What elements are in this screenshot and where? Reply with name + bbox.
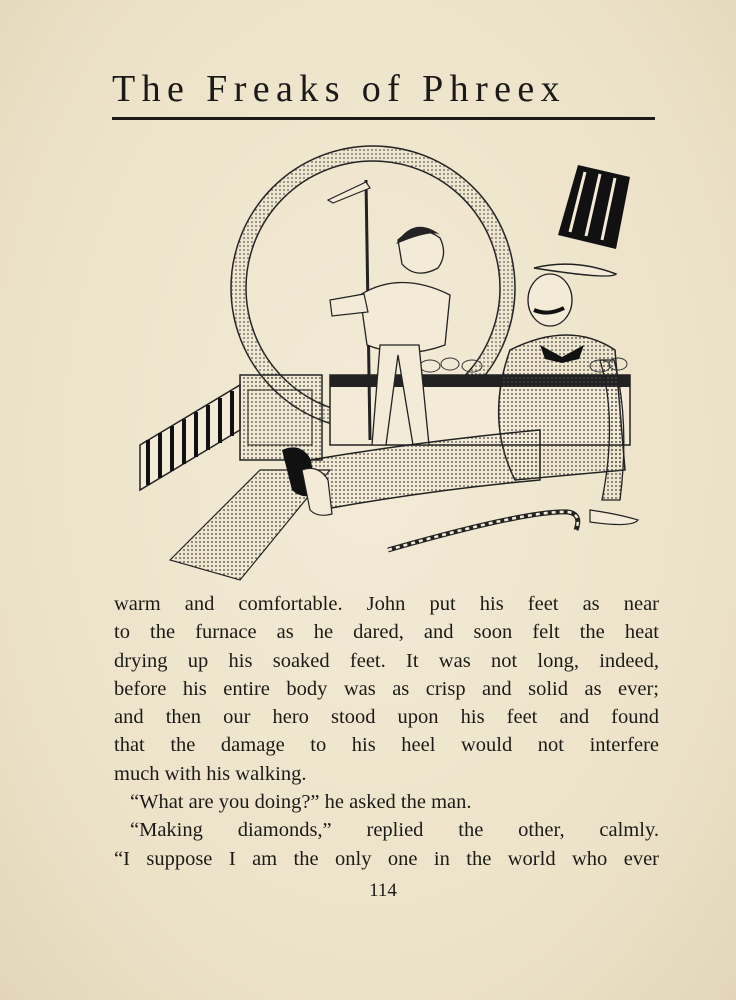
text-line: warm and comfortable. John put his feet as near	[114, 593, 659, 615]
text-line: “Making diamonds,” replied the other, calmly.	[130, 819, 659, 842]
running-head-title: The Freaks of Phreex	[112, 68, 567, 110]
text-line: before his entire body was as crisp and solid as ever;	[114, 677, 659, 700]
sitting-man-top-hat	[282, 165, 638, 550]
illustration-diamond-maker	[130, 140, 650, 590]
body-text	[114, 590, 659, 873]
text-line: that the damage to his heel would not interfere	[114, 734, 659, 757]
text-line: to the furnace as he dared, and soon felt the heat	[114, 621, 659, 644]
header-rule	[112, 117, 655, 120]
text-line: drying up his soaked feet. It was not long, indeed,	[114, 649, 659, 672]
text-line: and then our hero stood upon his feet and found	[114, 706, 659, 729]
text-line: “What are you doing?” he asked the man.	[130, 791, 472, 814]
text-line: “I suppose I am the only one in the world who ever	[114, 847, 659, 870]
text-line: much with his walking.	[114, 762, 307, 785]
page-number: 114	[369, 880, 397, 901]
